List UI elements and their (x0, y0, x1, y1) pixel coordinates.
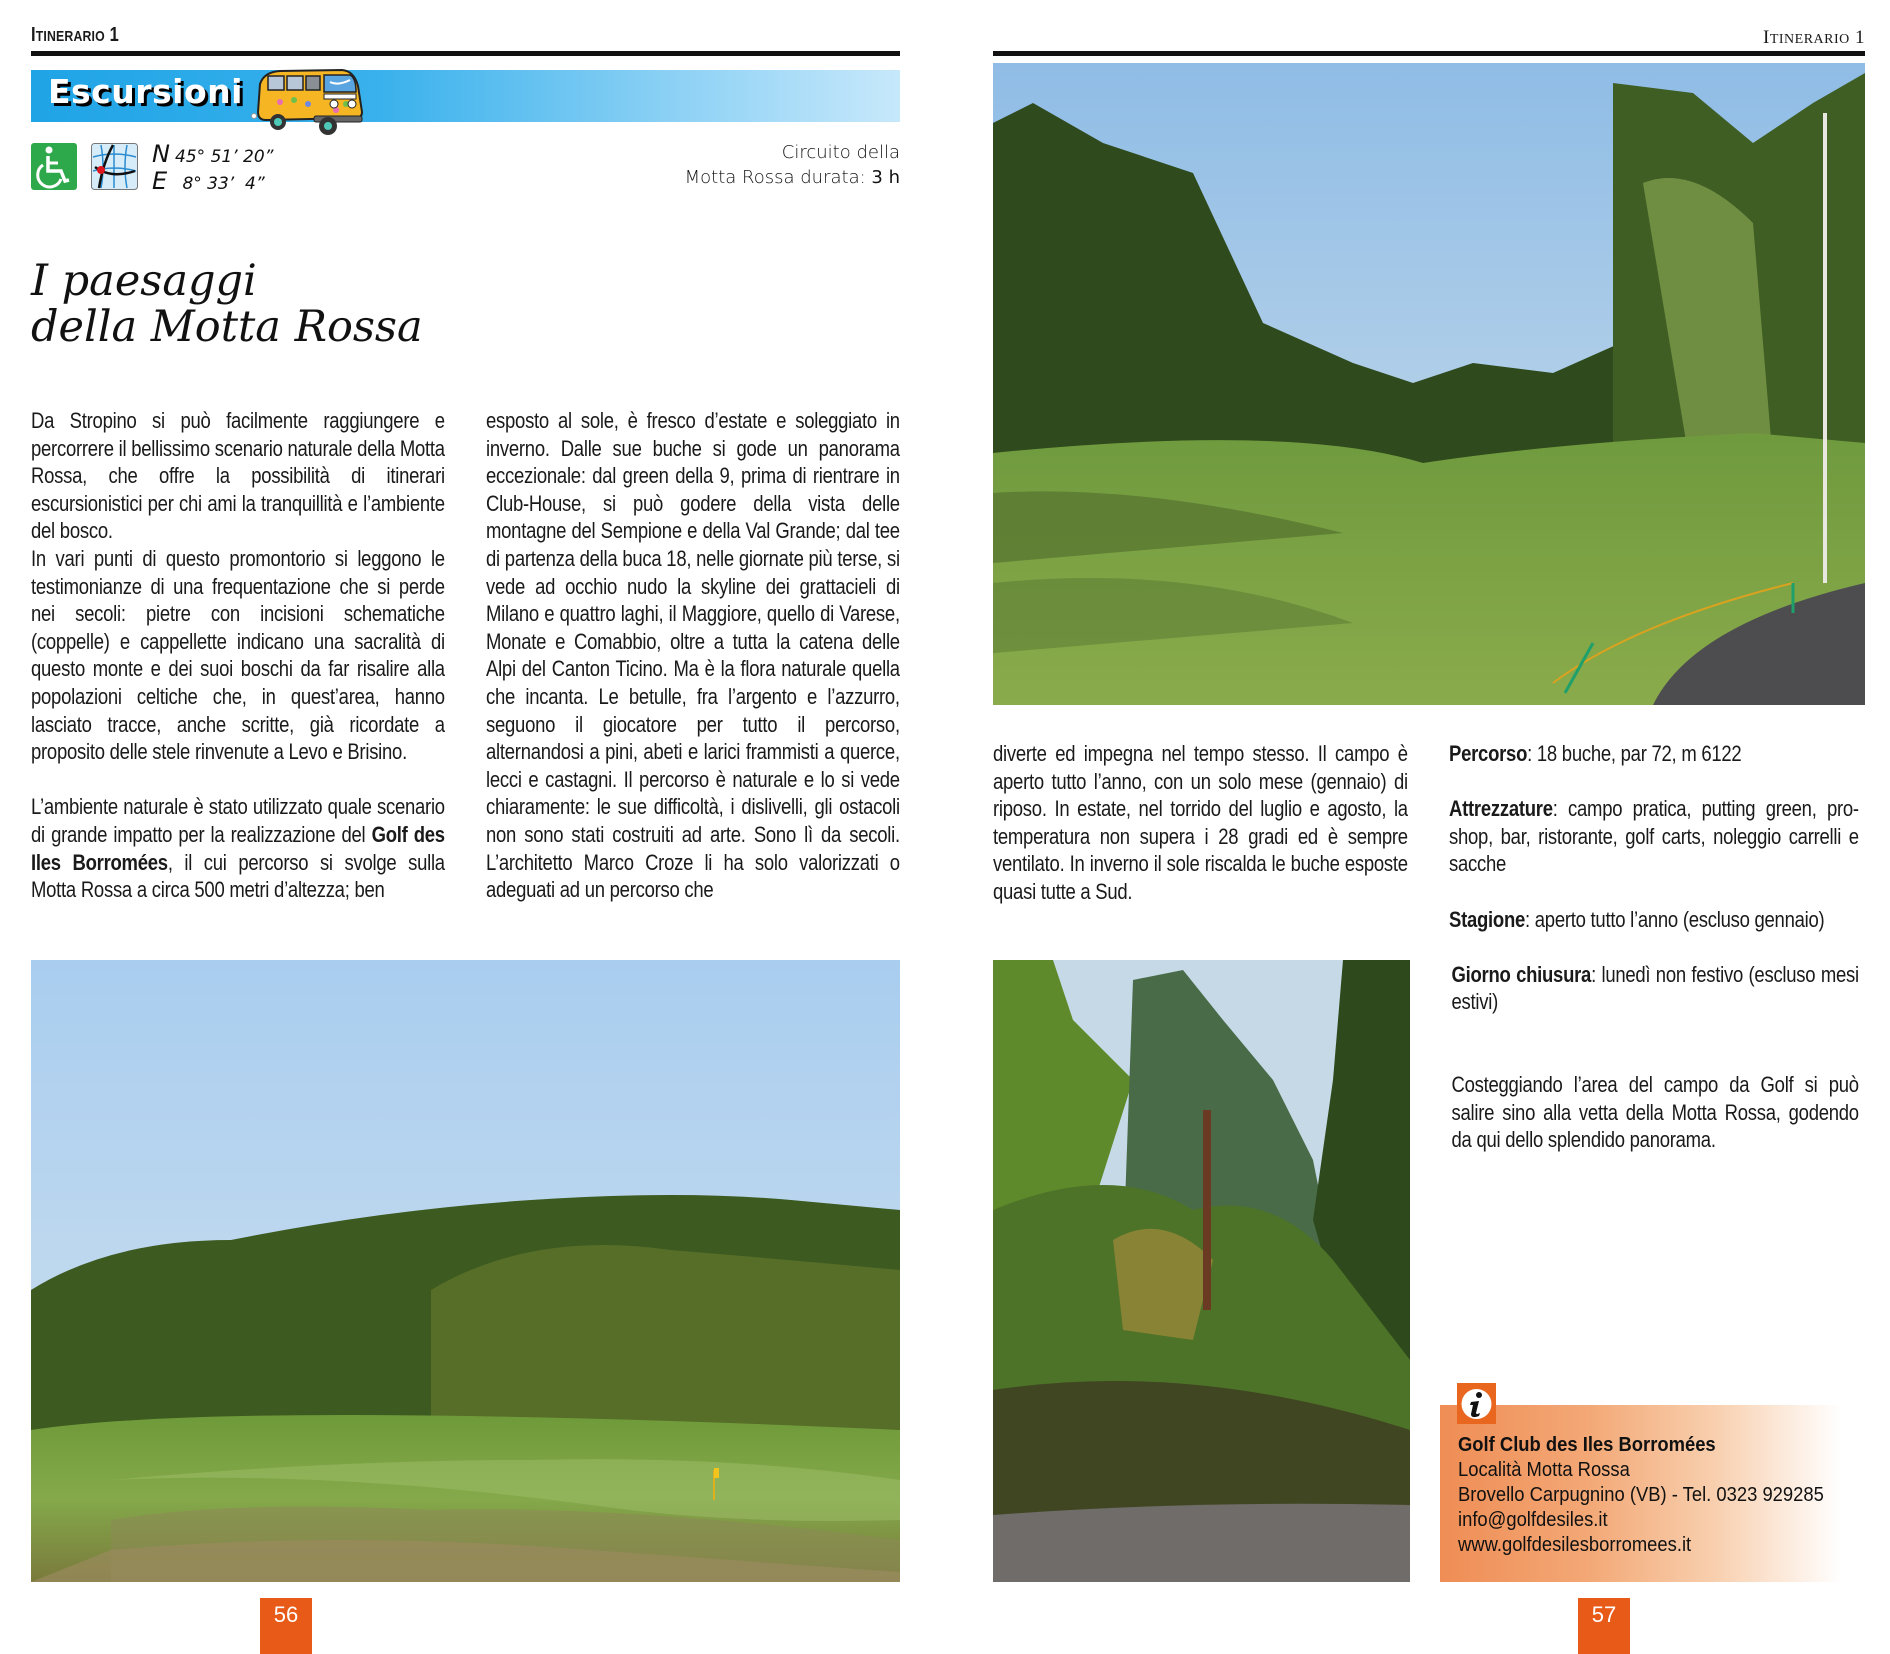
fact-value: : aperto tutto l’anno (escluso gennaio) (1525, 906, 1825, 932)
fact-value: : campo pratica, putting green, pro-shop, bar, ristorante, golf carts, noleggio carrelli e sacche (1449, 796, 1859, 877)
fact-value: : 18 buche, par 72, m 6122 (1527, 741, 1742, 766)
section-title: Escursioni (48, 72, 243, 111)
facts-column (1449, 740, 1859, 1154)
wheelchair-accessible-icon (31, 143, 77, 190)
fact-giorno-chiusura (1449, 961, 1859, 1016)
fact-label: Giorno chiusura (1451, 961, 1592, 987)
fact-stagione (1449, 906, 1859, 934)
circuit-name-line1: Circuito della (781, 142, 900, 163)
article-title (31, 258, 423, 350)
text-column-1 (31, 407, 445, 904)
text-column-2 (486, 407, 900, 904)
running-head-number: 1 (104, 24, 119, 46)
gps-coordinates (152, 142, 273, 196)
latitude-label: N (152, 140, 170, 168)
running-head-initial: I (1762, 27, 1770, 48)
contact-details (1458, 1433, 1856, 1558)
circuit-name-line2: Motta Rossa durata: (684, 167, 872, 188)
page-number-57: 57 (1578, 1598, 1630, 1654)
running-head-text: TINERARIO (1769, 32, 1850, 47)
paragraph-text: , il cui percorso si svolge sulla Motta Rossa a circa 500 metri d’altezza; ben (31, 849, 445, 903)
running-head-left (31, 24, 119, 47)
fact-label: Percorso (1449, 741, 1528, 766)
club-address-phone: Brovello Carpugnino (VB) - Tel. 0323 929285 (1458, 1484, 1824, 1506)
club-website[interactable]: www.golfdesilesborromees.it (1458, 1534, 1692, 1556)
title-line2: della Motta Rossa (31, 302, 423, 352)
fact-percorso (1449, 740, 1859, 768)
note-paragraph: Costeggiando l’area del campo da Golf si può salire sino alla vetta della Motta Rossa, godendo da qui dello splendido panorama. (1451, 1072, 1859, 1153)
club-location: Località Motta Rossa (1458, 1459, 1630, 1481)
photo-golf-green (31, 960, 900, 1582)
longitude-label: E (152, 167, 168, 195)
running-head-number: 1 (1849, 27, 1865, 48)
paragraph: In vari punti di questo promontorio si leggono le testimonianze di una frequentazione che si perde nei secoli: pietre con incisioni schematiche (coppelle) e cappellette indicano una sacralità di questo monte e dei suoi boschi da far risalire alla popolazioni celtiche che, in quest’area, hanno lasciato tracce, anche scritte, già ricordate a proposito delle stele rinvenute a Levo e Brisino. (31, 545, 445, 765)
photo-forest (993, 960, 1410, 1582)
golf-name-bold: Golf des Iles Borromées (31, 821, 445, 875)
info-icon (1457, 1383, 1496, 1424)
running-head-text: TINERARIO (35, 28, 105, 45)
fact-attrezzature (1449, 795, 1859, 878)
club-name: Golf Club des Iles Borromées (1458, 1434, 1716, 1456)
club-email[interactable]: info@golfdesiles.it (1458, 1509, 1608, 1531)
text-column-3 (993, 740, 1408, 906)
paragraph: esposto al sole, è fresco d’estate e soleggiato in inverno. Dalle sue buche si gode un panorama eccezionale: dal green della 9, prima di rientrare in Club-House, si può godere della vista delle montagne del Sempione e della Val Grande; dal tee di partenza della buca 18, nelle giornate più terse, si vede ad occhio nudo la skyline dei grattacieli di Milano e quattro laghi, il Maggiore, quello di Varese, Monate e Comabbio, oltre a tutta la catena delle Alpi del Canton Ticino. Ma è la flora naturale quella che incanta. Le betulle, fra l’argento e l’azzurro, seguono il giocatore per tutto il percorso, alternandosi a pini, abeti e larici frammisti a querce, lecci e castagni. Il percorso è naturale e lo si vede chiaramente: le sue difficoltà, i dislivelli, gli ostacoli non sono stati costruiti ad arte. Sono lì da secoli. L’architetto Marco Croze li ha solo valorizzati o adeguati ad un percorso che (486, 408, 900, 903)
globe-coordinates-icon (91, 143, 138, 190)
running-head-initial: I (31, 24, 36, 46)
fact-label: Attrezzature (1449, 796, 1553, 822)
title-line1: I paesaggi (31, 256, 257, 306)
page-number-56: 56 (260, 1598, 312, 1654)
paragraph: Da Stropino si può facilmente raggiungere e percorrere il bellissimo scenario naturale della Motta Rossa, che offre la possibilità di itinerari escursionistici per chi ami la tranquillità e l’ambiente del bosco. (31, 408, 445, 544)
van-icon (250, 66, 366, 136)
duration-value: 3 h (871, 167, 900, 188)
fact-label: Stagione (1449, 906, 1526, 932)
latitude-value: 45° 51’ 20” (175, 147, 274, 167)
running-head-right (1763, 27, 1865, 49)
paragraph-text: L’ambiente naturale è stato utilizzato quale scenario di grande impatto per la realizzazione del (31, 794, 445, 847)
paragraph (31, 793, 445, 903)
photo-fairway (993, 63, 1865, 705)
circuit-duration (600, 140, 900, 190)
longitude-value: 8° 33’ 4” (182, 174, 265, 194)
paragraph: diverte ed impegna nel tempo stesso. Il campo è aperto tutto l’anno, con un solo mese (gennaio) di riposo. In estate, nel torrido del luglio e agosto, la temperatura non supera i 28 gradi ed è sempre ventilato. In inverno il sole riscalda le buche esposte quasi tutte a Sud. (993, 741, 1408, 904)
fact-value: : lunedì non festivo (escluso mesi estivi) (1451, 961, 1859, 1015)
header-rule-right (993, 51, 1865, 56)
header-rule-left (31, 51, 900, 56)
